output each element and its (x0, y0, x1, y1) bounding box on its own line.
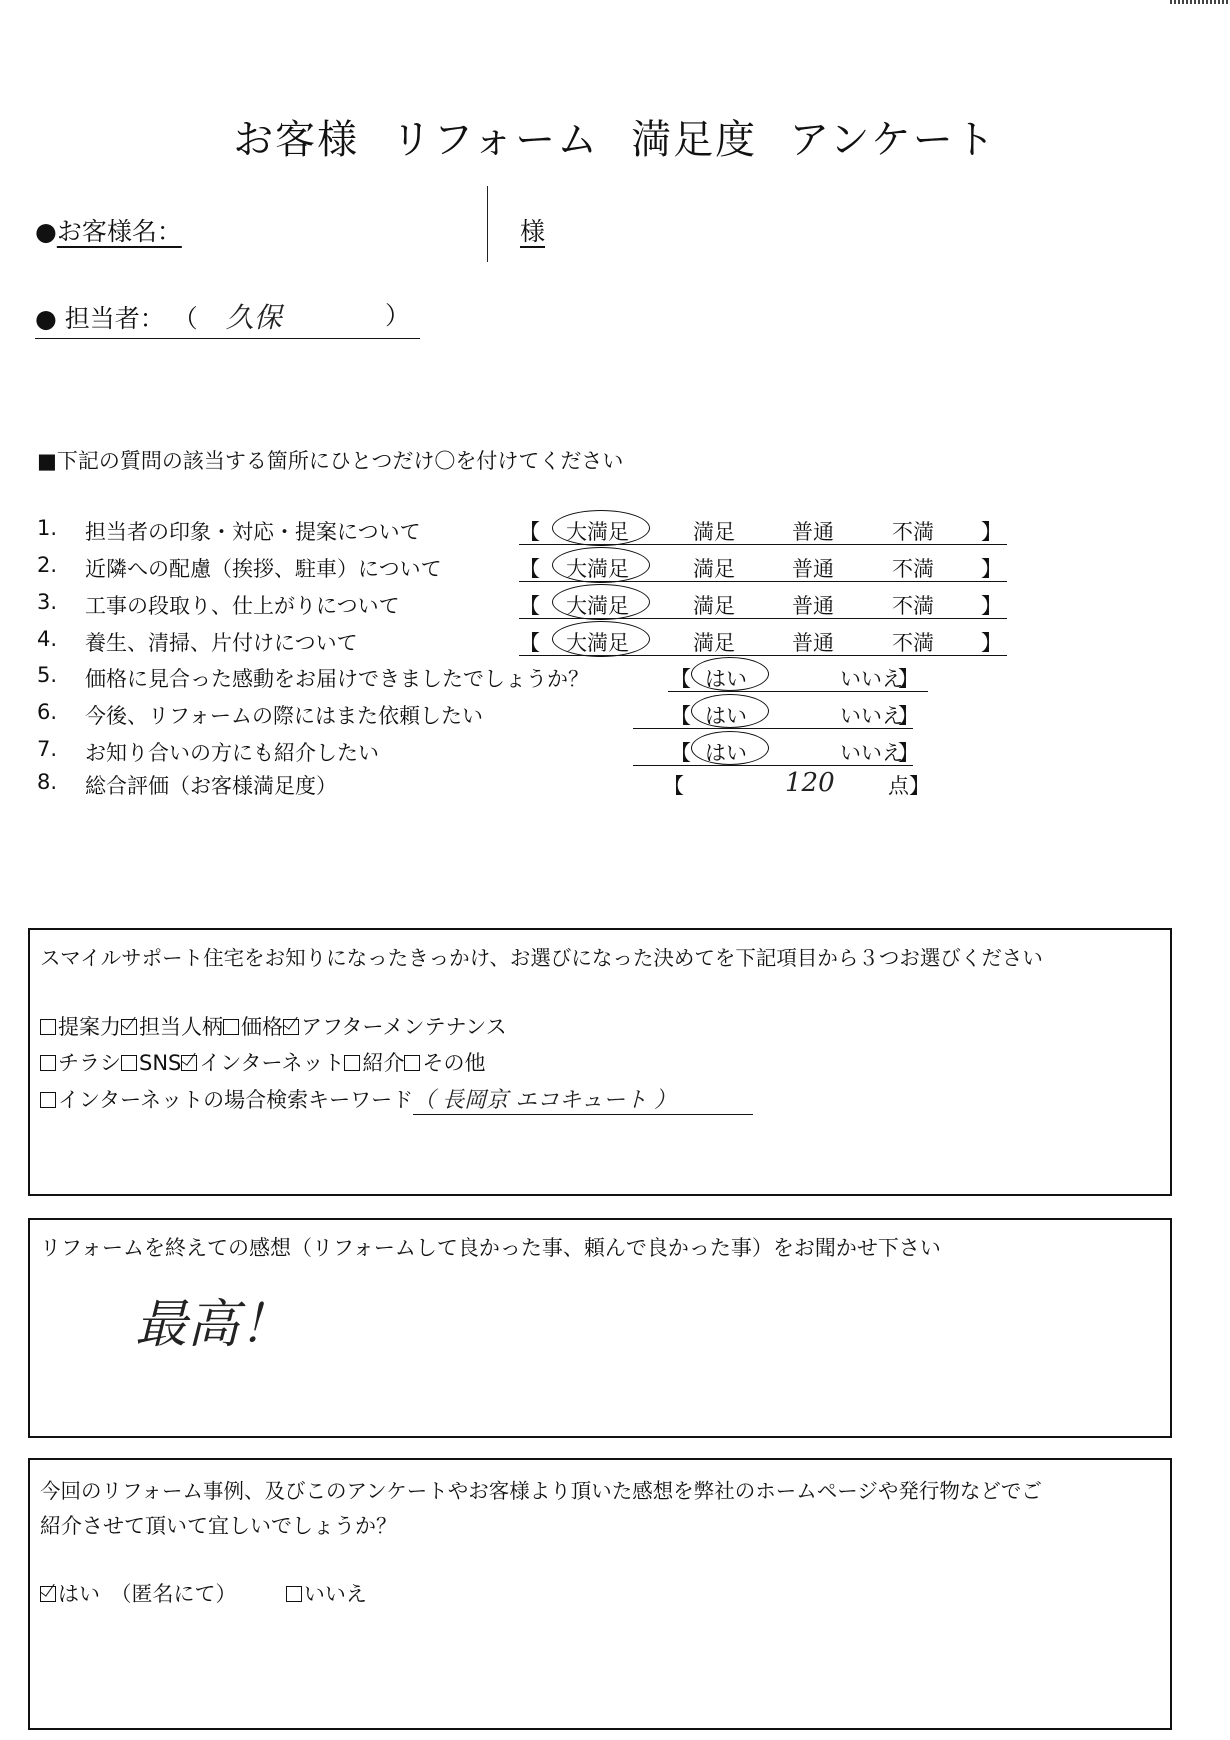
impressions-prompt: リフォームを終えての感想（リフォームして良かった事、頼んで良かった事）をお聞かせ下さい (40, 1236, 941, 1260)
rating-option[interactable]: 満足 (693, 520, 735, 544)
question-number: 7. (37, 737, 58, 761)
consent-yes-checkbox[interactable] (40, 1586, 56, 1602)
consent-prompt-line1: 今回のリフォーム事例、及びこのアンケートやお客様より頂いた感想を弊社のホームページや発行物などでご (40, 1479, 1042, 1503)
rating-option[interactable]: 大満足 (566, 594, 629, 618)
rating-option[interactable]: 大満足 (566, 557, 629, 581)
rating-options (519, 590, 1007, 619)
selection-circle (691, 731, 769, 765)
bracket-open: 【 (670, 741, 691, 765)
selection-circle (552, 547, 650, 583)
bracket-open: 【 (670, 667, 691, 691)
consent-prompt-line2: 紹介させて頂いて宜しいでしょうか？ (40, 1514, 397, 1538)
selection-circle (552, 621, 650, 657)
question-text: 近隣への配慮（挨拶、駐車）について (85, 557, 442, 581)
option-checkbox[interactable] (40, 1019, 56, 1035)
scan-artifact (1170, 0, 1230, 4)
staff-label: 担当者： (64, 304, 165, 333)
staff-name: 久保 (225, 301, 282, 334)
bracket-close: 】 (898, 741, 919, 765)
rating-option[interactable]: 満足 (693, 631, 735, 655)
rating-option[interactable]: 普通 (792, 631, 834, 655)
bracket-close: 】 (981, 631, 1002, 655)
yesno-option[interactable]: はい (705, 741, 747, 765)
rating-question-row (0, 590, 1230, 624)
title-part: リフォーム (391, 117, 600, 163)
yesno-question-row (0, 737, 1230, 771)
yesno-option[interactable]: はい (705, 704, 747, 728)
yesno-options (633, 737, 919, 766)
discovery-prompt: スマイルサポート住宅をお知りになったきっかけ、お選びになった決めてを下記項目から３つお選びください (40, 946, 1043, 970)
question-text: お知り合いの方にも紹介したい (85, 741, 379, 765)
overall-unit: 点】 (888, 774, 930, 798)
question-text: 今後、リフォームの際にはまた依頼したい (85, 704, 483, 728)
rating-options (519, 516, 1007, 545)
question-text: 総合評価（お客様満足度） (85, 774, 337, 798)
rating-option[interactable]: 大満足 (566, 520, 629, 544)
yesno-option[interactable]: いいえ (840, 741, 903, 765)
question-number: 6. (37, 700, 58, 724)
option-label: 価格 (241, 1015, 283, 1039)
consent-yes-label: はい （匿名にて） (58, 1582, 237, 1606)
discovery-options-row1 (40, 1011, 507, 1041)
rating-option[interactable]: 不満 (892, 594, 934, 618)
question-number: 4. (37, 627, 58, 651)
rating-options (519, 627, 1007, 656)
yesno-option[interactable]: いいえ (840, 667, 903, 691)
selection-circle (691, 694, 769, 728)
overall-score: 120 (785, 768, 835, 798)
bullet-icon: ● (35, 217, 57, 246)
question-number: 3. (37, 590, 58, 614)
selection-circle (691, 657, 769, 691)
yesno-question-row (0, 700, 1230, 734)
option-label: 担当人柄 (139, 1015, 223, 1039)
option-checkbox[interactable] (283, 1019, 299, 1035)
question-number: 2. (37, 553, 58, 577)
title-part: 満足度 (631, 117, 758, 163)
question-text: 工事の段取り、仕上がりについて (85, 594, 400, 618)
option-checkbox[interactable] (344, 1055, 360, 1071)
question-number: 5. (37, 663, 58, 687)
option-checkbox[interactable] (40, 1055, 56, 1071)
overall-question (0, 770, 1230, 804)
yesno-question-row (0, 663, 1230, 697)
option-checkbox[interactable] (181, 1055, 197, 1071)
question-text: 価格に見合った感動をお届けできましたでしょうか？ (85, 667, 589, 691)
survey-title (0, 108, 1230, 165)
option-label: 提案力 (58, 1015, 121, 1039)
option-label: その他 (422, 1051, 486, 1075)
instruction-text: ■下記の質問の該当する箇所にひとつだけ〇を付けてください (37, 449, 624, 473)
consent-no-label: いいえ (303, 1582, 367, 1606)
option-checkbox[interactable] (223, 1019, 239, 1035)
yesno-options (668, 663, 928, 692)
bracket-close: 】 (898, 667, 919, 691)
keyword-checkbox[interactable] (40, 1092, 56, 1108)
option-label: チラシ (58, 1051, 121, 1075)
staff-paren-close: ） (385, 301, 411, 330)
question-number: 1. (37, 516, 58, 540)
rating-option[interactable]: 不満 (892, 557, 934, 581)
impressions-answer: 最高！ (135, 1295, 292, 1355)
rating-option[interactable]: 満足 (693, 594, 735, 618)
option-label: 紹介 (362, 1051, 405, 1075)
bracket-close: 】 (981, 520, 1002, 544)
bracket-open: 【 (519, 520, 540, 544)
question-text: 担当者の印象・対応・提案について (85, 520, 421, 544)
bullet-icon: ● (35, 304, 57, 333)
bracket-open: 【 (519, 594, 540, 618)
rating-options (519, 553, 1007, 582)
discovery-options-row2 (40, 1047, 485, 1077)
rating-option[interactable]: 満足 (693, 557, 735, 581)
consent-no-checkbox[interactable] (286, 1586, 302, 1602)
keyword-value: （ 長岡京 エコキュート ） (413, 1083, 753, 1115)
rating-question-row (0, 516, 1230, 550)
impressions-box (28, 1218, 1172, 1438)
rating-option[interactable]: 不満 (892, 631, 934, 655)
rating-option[interactable]: 大満足 (566, 631, 629, 655)
bracket-open: 【 (519, 557, 540, 581)
bracket-open: 【 (670, 704, 691, 728)
keyword-label: インターネットの場合検索キーワード (58, 1088, 414, 1112)
yesno-option[interactable]: いいえ (840, 704, 903, 728)
discovery-box (28, 928, 1172, 1196)
option-label: アフターメンテナンス (301, 1015, 507, 1039)
customer-name-label: お客様名： (56, 217, 182, 246)
bracket-open: 【 (663, 774, 684, 798)
rating-option[interactable]: 不満 (892, 520, 934, 544)
consent-box (28, 1458, 1172, 1730)
yesno-options (633, 700, 919, 729)
consent-options (40, 1578, 367, 1608)
rating-question-row (0, 553, 1230, 587)
option-checkbox[interactable] (404, 1055, 420, 1071)
yesno-option[interactable]: はい (705, 667, 747, 691)
option-checkbox[interactable] (121, 1019, 137, 1035)
customer-suffix: 様 (520, 217, 546, 246)
selection-circle (552, 584, 650, 620)
staff-paren-open: （ (172, 304, 198, 333)
title-part: お客様 (233, 117, 360, 163)
rating-option[interactable]: 普通 (792, 594, 834, 618)
staff-row (35, 296, 420, 339)
customer-name-row (35, 212, 182, 248)
option-label: SNS (139, 1051, 182, 1075)
bracket-close: 】 (898, 704, 919, 728)
rating-question-row (0, 627, 1230, 661)
bracket-close: 】 (981, 557, 1002, 581)
selection-circle (552, 510, 650, 546)
bracket-open: 【 (519, 631, 540, 655)
option-checkbox[interactable] (121, 1055, 137, 1071)
question-number: 8. (37, 770, 58, 794)
question-text: 養生、清掃、片付けについて (85, 631, 358, 655)
option-label: インターネット (199, 1051, 345, 1075)
bracket-close: 】 (981, 594, 1002, 618)
rating-option[interactable]: 普通 (792, 520, 834, 544)
name-divider (487, 186, 488, 262)
title-part: アンケート (789, 117, 997, 163)
rating-option[interactable]: 普通 (792, 557, 834, 581)
keyword-row (40, 1083, 753, 1115)
